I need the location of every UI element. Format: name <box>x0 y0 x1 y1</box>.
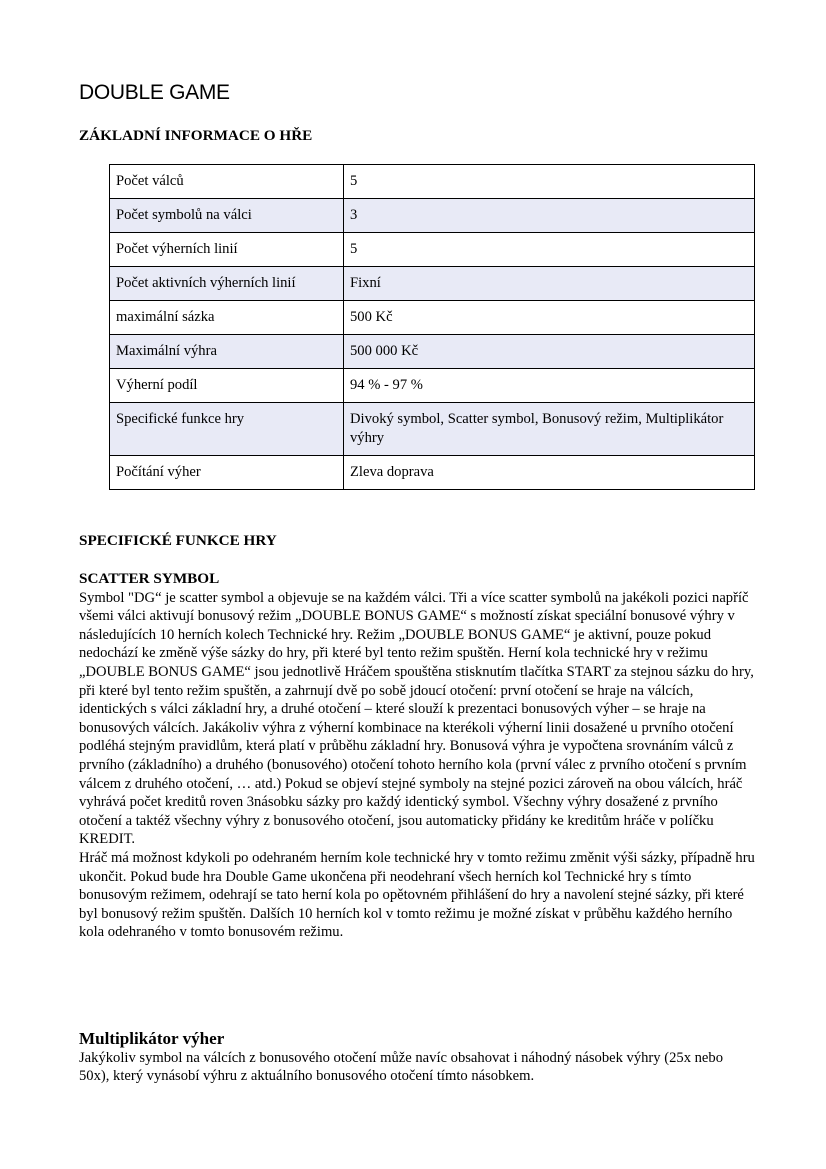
row-value: Zleva doprava <box>344 456 755 490</box>
row-value: 5 <box>344 165 755 199</box>
table-row <box>110 301 755 335</box>
row-label: Specifické funkce hry <box>110 403 344 456</box>
scatter-paragraph-2: Hráč má možnost kdykoli po odehraném herním kole technické hry v tomto režimu změnit výši sázky, případně hru ukončit. Pokud bude hra Double Game ukončena při neodehraní všech herních kol Technické hry s tímto bonusovým režimem, odehrají se tato herní kola po opětovném přihlášení do hry a navolení stejné sázky, při které byl bonusový režim spuštěn. Dalších 10 herních kol v tomto režimu je možné získat v průběhu každého herního kola odehraného v tomto bonusovém režimu. <box>79 849 755 941</box>
scatter-symbol-section <box>79 570 755 942</box>
table-row <box>110 456 755 490</box>
basic-info-heading: ZÁKLADNÍ INFORMACE O HŘE <box>79 127 313 144</box>
table-row <box>110 369 755 403</box>
specific-features-heading: SPECIFICKÉ FUNKCE HRY <box>79 532 277 549</box>
table-row <box>110 403 755 456</box>
row-value: Divoký symbol, Scatter symbol, Bonusový režim, Multiplikátor výhry <box>344 403 755 456</box>
row-label: Počítání výher <box>110 456 344 490</box>
multiplier-section <box>79 1030 755 1086</box>
multiplier-paragraph: Jakýkoliv symbol na válcích z bonusového otočení může navíc obsahovat i náhodný násobek výhry (25x nebo 50x), který vynásobí výhru z aktuálního bonusového otočení tímto násobkem. <box>79 1049 724 1085</box>
table-row <box>110 165 755 199</box>
page-title: DOUBLE GAME <box>79 81 230 104</box>
table-row <box>110 335 755 369</box>
row-value: Fixní <box>344 267 755 301</box>
table-row <box>110 267 755 301</box>
table-row <box>110 199 755 233</box>
scatter-paragraph-1: Symbol "DG“ je scatter symbol a objevuje se na každém válci. Tři a více scatter symbolů na jakékoli pozici napříč všemi válci aktivují bonusový režim „DOUBLE BONUS GAME“ s možností získat speciální bonusové výhry v následujících 10 herních kolech Technické hry. Režim „DOUBLE BONUS GAME“ je aktivní, pouze pokud nedochází ke změně výše sázky do hry, při které byl tento režim spuštěn. Herní kola technické hry v režimu „DOUBLE BONUS GAME“ jsou jednotlivě Hráčem spouštěna stisknutím tlačítka START za stejnou sázku do hry, při které byl tento režim spuštěn, a zahrnují dvě po sobě jdoucí otočení: první otočení se hraje na válcích, identických s válci základní hry, a druhé otočení – které slouží k prezentaci bonusových výher – se hraje na bonusových válcích. Jakákoliv výhra z výherní kombinace na kterékoli výherní linii dosažené u prvního otočení podléhá stejným pravidlům, která platí v průběhu základní hry. Bonusová výhra je vypočtena srovnáním válců z prvního (základního) a druhého (bonusového) otočení tohoto herního kola (první válec z prvního otočení s prvním válcem z druhého otočení, … atd.) Pokud se objeví stejné symboly na stejné pozici zároveň na obou válcích, hráč vyhrává počet kreditů roven 3násobku sázky pro každý identický symbol. Všechny výhry dosažené z prvního otočení a taktéž všechny výhry z bonusového otočení, jsou automaticky přidány ke kreditům hráče v políčku KREDIT. <box>79 589 754 848</box>
row-value: 500 000 Kč <box>344 335 755 369</box>
row-label: maximální sázka <box>110 301 344 335</box>
table-row <box>110 233 755 267</box>
row-label: Počet symbolů na válci <box>110 199 344 233</box>
row-label: Počet válců <box>110 165 344 199</box>
row-value: 3 <box>344 199 755 233</box>
multiplier-heading: Multiplikátor výher <box>79 1029 225 1048</box>
row-value: 500 Kč <box>344 301 755 335</box>
row-label: Výherní podíl <box>110 369 344 403</box>
row-label: Maximální výhra <box>110 335 344 369</box>
scatter-symbol-heading: SCATTER SYMBOL <box>79 570 220 587</box>
row-label: Počet výherních linií <box>110 233 344 267</box>
row-label: Počet aktivních výherních linií <box>110 267 344 301</box>
basic-info-table <box>109 164 755 490</box>
row-value: 5 <box>344 233 755 267</box>
row-value: 94 % - 97 % <box>344 369 755 403</box>
